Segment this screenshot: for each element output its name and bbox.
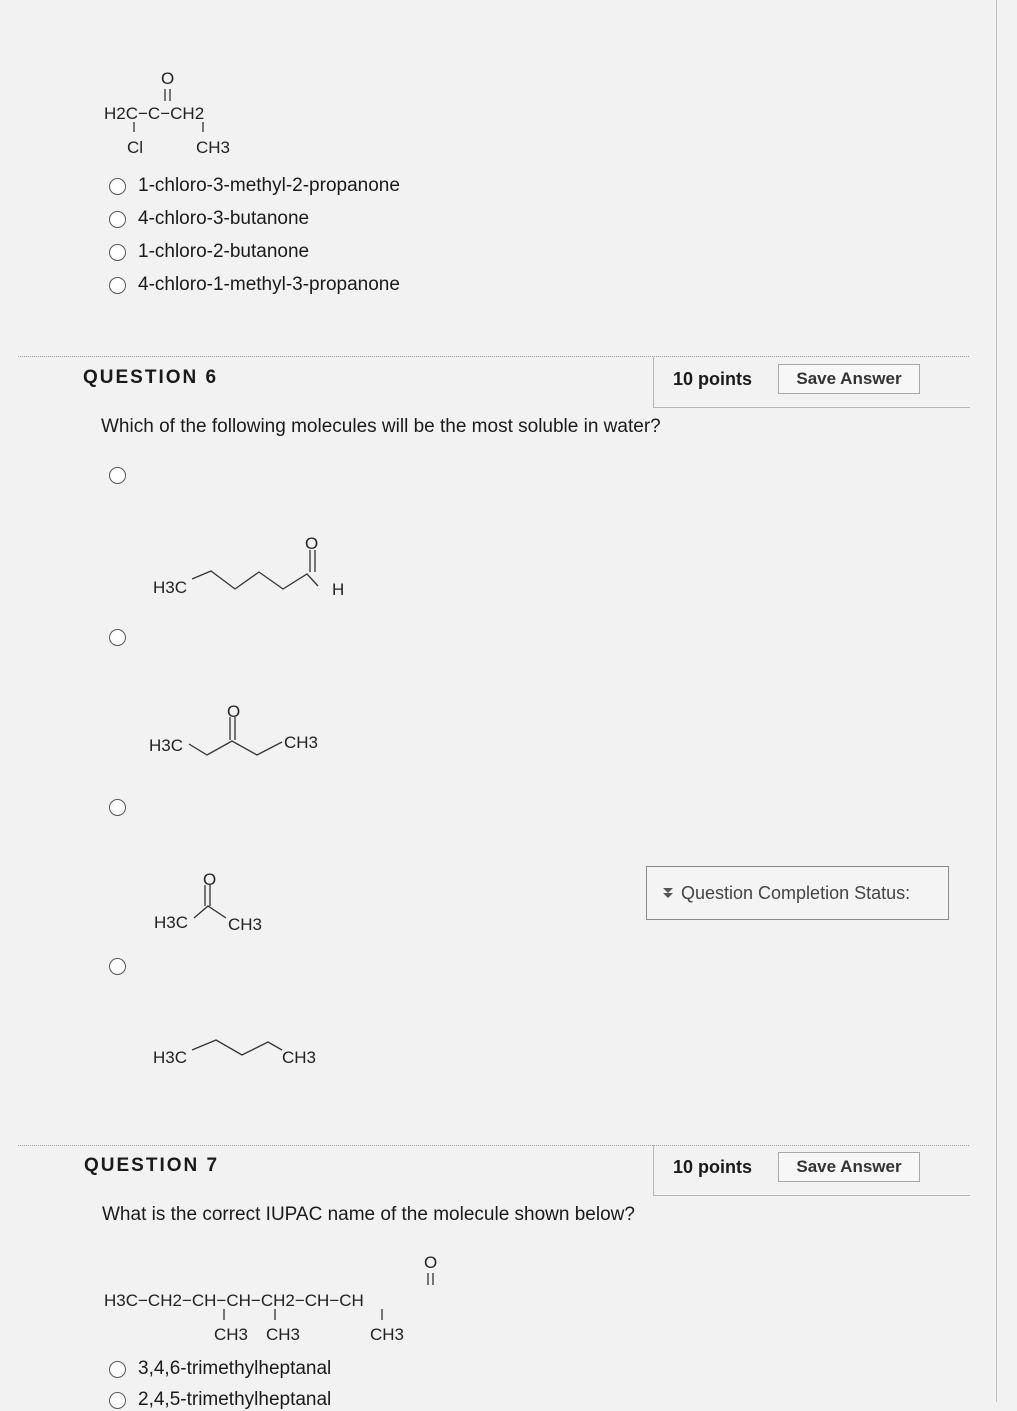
q6-option-2-h3c-label: H3C — [149, 736, 184, 755]
q6-option-1-radio[interactable] — [109, 467, 126, 484]
q5-option-3[interactable] — [109, 241, 309, 263]
q6-points: 10 points — [673, 369, 753, 389]
q6-option-3-radio[interactable] — [109, 799, 126, 816]
q6-option-2-structure — [144, 700, 344, 770]
q6-question-text: Which of the following molecules will be the most soluble in water? — [101, 416, 661, 437]
q7-option-1[interactable] — [109, 1358, 331, 1380]
q5-option-4[interactable] — [109, 274, 400, 296]
q5-option-3-label: 1-chloro-2-butanone — [138, 241, 310, 262]
q7-molecule-structure — [100, 1248, 470, 1348]
q6-option-2-oxygen-label: O — [227, 702, 241, 721]
q6-heading: QUESTION 6 — [83, 367, 219, 388]
q7-option-1-label: 3,4,6-trimethylheptanal — [138, 1358, 332, 1379]
q7-points-panel — [653, 1145, 970, 1196]
q7-heading: QUESTION 7 — [84, 1155, 220, 1176]
q7-methyl-3-label: CH3 — [370, 1325, 405, 1344]
q6-option-3-oxygen-label: O — [203, 870, 217, 889]
q6-option-4-ch3-label: CH3 — [282, 1048, 317, 1067]
radio-button[interactable] — [109, 211, 126, 228]
radio-button[interactable] — [109, 244, 126, 261]
q5-chlorine-label: Cl — [127, 138, 144, 157]
q5-option-2[interactable] — [109, 208, 309, 230]
q7-option-2-label: 2,4,5-trimethylheptanal — [138, 1389, 332, 1410]
page-edge-line — [996, 0, 997, 1402]
q7-option-2[interactable] — [109, 1389, 331, 1411]
q6-option-4-h3c-label: H3C — [153, 1048, 188, 1067]
radio-button[interactable] — [109, 277, 126, 294]
q6-option-4-radio[interactable] — [109, 958, 126, 975]
radio-button[interactable] — [109, 178, 126, 195]
q6-option-2-radio[interactable] — [109, 629, 126, 646]
q6-option-1-structure — [148, 532, 368, 604]
q7-main-chain-label: H3C−CH2−CH−CH−CH2−CH−CH — [104, 1291, 364, 1310]
q6-option-1-h3c-label: H3C — [153, 578, 188, 597]
q7-points: 10 points — [673, 1157, 753, 1177]
q6-option-2-ch3-label: CH3 — [284, 733, 319, 752]
radio-button[interactable] — [109, 1361, 126, 1378]
q5-option-2-label: 4-chloro-3-butanone — [138, 208, 310, 229]
q6-save-answer-button[interactable]: Save Answer — [778, 364, 920, 394]
q7-methyl-2-label: CH3 — [266, 1325, 301, 1344]
q5-option-1-label: 1-chloro-3-methyl-2-propanone — [138, 175, 400, 196]
q5-option-1[interactable] — [109, 175, 400, 197]
q5-option-4-label: 4-chloro-1-methyl-3-propanone — [138, 274, 400, 295]
q6-points-panel — [653, 357, 970, 408]
q7-question-text: What is the correct IUPAC name of the molecule shown below? — [102, 1204, 635, 1225]
q7-oxygen-label: O — [424, 1253, 438, 1272]
q5-oxygen-label: O — [161, 69, 175, 88]
question-completion-status[interactable] — [646, 866, 949, 920]
chevron-double-down-icon — [661, 886, 675, 900]
q6-option-3-h3c-label: H3C — [154, 913, 189, 932]
q5-molecule-structure — [100, 64, 250, 164]
q6-option-1-hydrogen-label: H — [332, 580, 345, 599]
question-completion-status-label: Question Completion Status: — [681, 882, 911, 903]
q7-save-answer-button[interactable]: Save Answer — [778, 1152, 920, 1182]
q6-option-4-structure — [148, 1030, 348, 1075]
q5-methyl-label: CH3 — [196, 138, 231, 157]
radio-button[interactable] — [109, 1392, 126, 1409]
q6-option-3-structure — [150, 868, 290, 940]
q6-option-3-ch3-label: CH3 — [228, 915, 263, 934]
q7-methyl-1-label: CH3 — [214, 1325, 249, 1344]
q6-option-1-oxygen-label: O — [305, 534, 319, 553]
q5-main-chain-label: H2C−C−CH2 — [104, 104, 205, 123]
